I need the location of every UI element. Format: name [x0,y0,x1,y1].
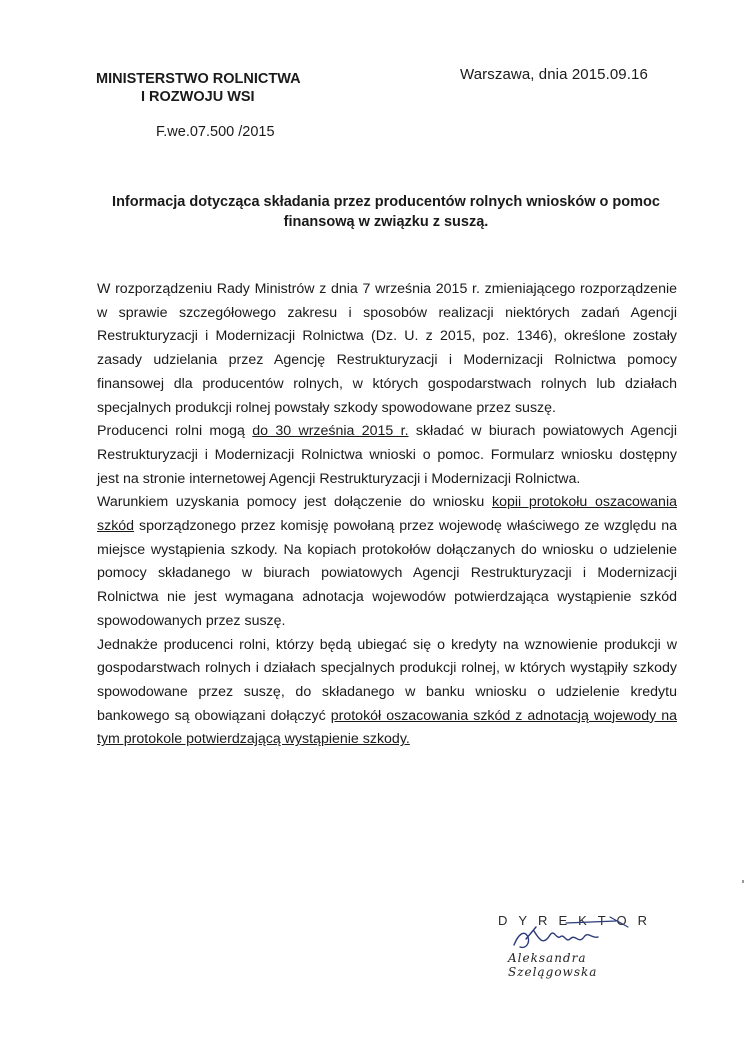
ministry-name-line1: MINISTERSTWO ROLNICTWA [96,71,301,87]
reference-number: F.we.07.500 /2015 [156,124,275,140]
deadline-text-after: składać w biurach powiatowych Agencji Restrukturyzacji i Modernizacji Rolnictwa wnioski o pomoc. Formularz wniosku dostępny jest na stronie internetowej Agencji Restrukturyzacji i Modernizacji Rolnictwa. [97,423,677,487]
paragraph-regulation: W rozporządzeniu Rady Ministrów z dnia 7 września 2015 r. zmieniającego rozporządzenie w sprawie szczegółowego zakresu i sposobów realizacji niektórych zadań Agencji Restrukturyzacji i Modernizacji Rolnictwa (Dz. U. z 2015, poz. 1346), określone zostały zasady udzielania przez Agencję Restrukturyzacji i Modernizacji Rolnictwa pomocy finansowej dla producentów rolnych, w których gospodarstwach rolnych lub działach specjalnych produkcji rolnej powstały szkody spowodowane przez suszę. [97,281,677,416]
paragraph-credit [97,634,677,753]
signature-block [496,905,676,979]
handwritten-signature [506,915,666,955]
requirement-text-after: sporządzonego przez komisję powołaną przez wojewodę właściwego ze względu na miejsce wystąpienia szkody. Na kopiach protokołów dołączanych do wniosku o udzielenie pomocy składanego w biurach powiatowych Agencji Restrukturyzacji i Modernizacji Rolnictwa nie jest wymagana adnotacja wojewodów potwierdzająca wystąpienie szkód spowodowanych przez suszę. [97,518,677,629]
signatory-name: Aleksandra Szelągowska [508,951,598,979]
document-title: Informacja dotycząca składania przez producentów rolnych wniosków o pomoc finansową w związku z suszą. [112,194,660,230]
protocol-copy-highlight: kopii protokołu oszacowania szkód [97,494,677,535]
requirement-text-before: Warunkiem uzyskania pomocy jest dołączenie do wniosku [97,494,492,511]
deadline-text-before: Producenci rolni mogą [97,423,253,440]
deadline-date: do 30 września 2015 r. [252,423,409,440]
signature-title: DYREKTOR [498,913,658,928]
paragraph-deadline [97,420,677,491]
ministry-name-line2: I ROZWOJU WSI [141,89,255,105]
scan-mark [742,880,744,883]
document-body [97,278,677,752]
protocol-annotation-highlight: protokół oszacowania szkód z adnotacją wojewody na tym protokole potwierdzającą wystąpienie szkody. [97,707,677,748]
ministry-name [96,70,301,106]
credit-text-before: Jednakże producenci rolni, którzy będą ubiegać się o kredyty na wznowienie produkcji w gospodarstwach rolnych i działach specjalnych produkcji rolnej, w których wystąpiły szkody spowodowane przez suszę, do składanego w banku wniosku o udzielenie kredytu bankowego są obowiązani dołączyć [97,636,677,724]
paragraph-requirement [97,491,677,633]
place-and-date: Warszawa, dnia 2015.09.16 [460,66,648,83]
